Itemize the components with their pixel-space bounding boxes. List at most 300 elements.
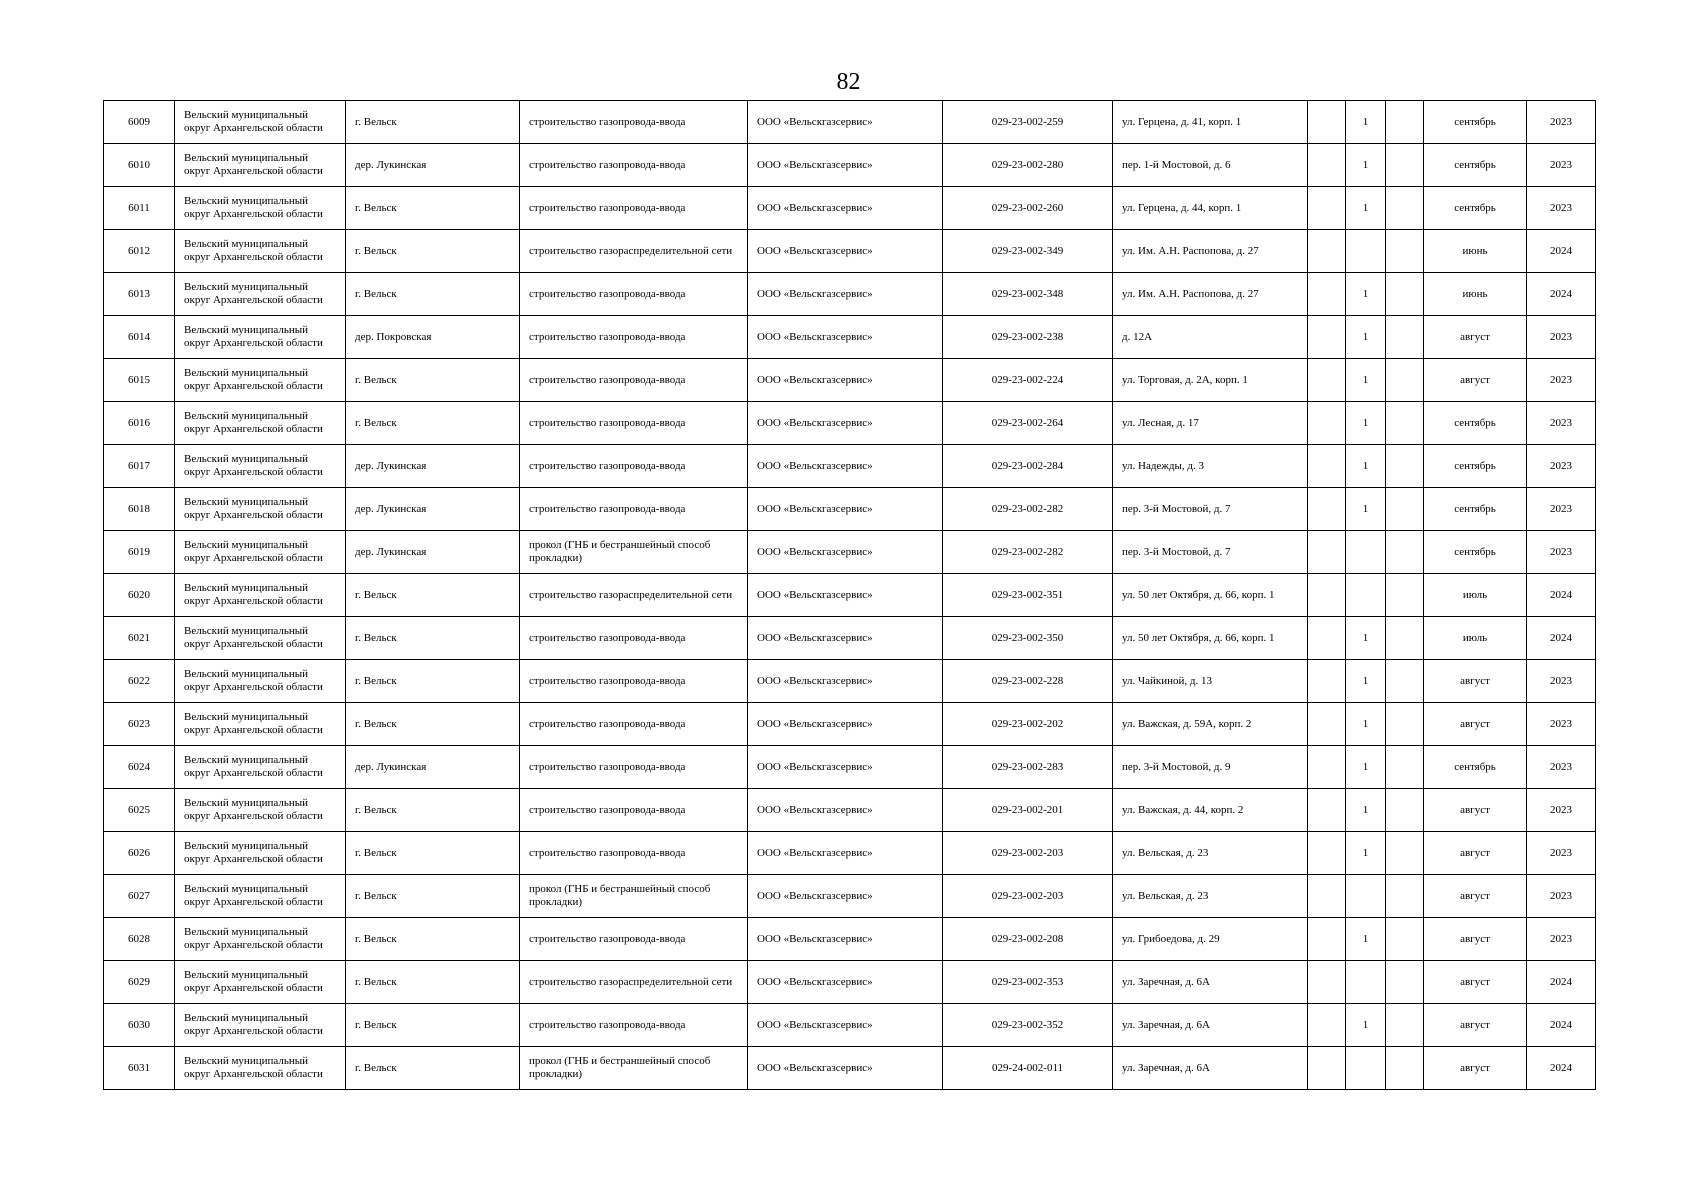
quantity-cell — [1346, 875, 1386, 918]
month-cell: июль — [1424, 617, 1527, 660]
year-cell: 2023 — [1527, 875, 1596, 918]
address-cell: ул. 50 лет Октября, д. 66, корп. 1 — [1113, 574, 1308, 617]
locality-cell: г. Вельск — [346, 918, 520, 961]
address-cell: пер. 3-й Мостовой, д. 7 — [1113, 488, 1308, 531]
table-row — [104, 101, 1596, 144]
district-cell: Вельский муниципальный округ Архангельской области — [175, 359, 346, 402]
district-cell: Вельский муниципальный округ Архангельской области — [175, 832, 346, 875]
locality-cell: г. Вельск — [346, 402, 520, 445]
address-cell: ул. Важская, д. 44, корп. 2 — [1113, 789, 1308, 832]
organization-cell: ООО «Вельскгазсервис» — [748, 359, 943, 402]
quantity-cell: 1 — [1346, 273, 1386, 316]
organization-cell: ООО «Вельскгазсервис» — [748, 918, 943, 961]
organization-cell: ООО «Вельскгазсервис» — [748, 746, 943, 789]
empty-cell — [1308, 359, 1346, 402]
quantity-cell — [1346, 230, 1386, 273]
organization-cell: ООО «Вельскгазсервис» — [748, 402, 943, 445]
organization-cell: ООО «Вельскгазсервис» — [748, 273, 943, 316]
row-number: 6022 — [104, 660, 175, 703]
empty-cell — [1308, 574, 1346, 617]
district-cell: Вельский муниципальный округ Архангельской области — [175, 746, 346, 789]
work-type-cell: строительство газопровода-ввода — [520, 918, 748, 961]
quantity-cell — [1346, 1047, 1386, 1090]
organization-cell: ООО «Вельскгазсервис» — [748, 531, 943, 574]
table-body — [104, 101, 1596, 1090]
locality-cell: г. Вельск — [346, 273, 520, 316]
year-cell: 2023 — [1527, 531, 1596, 574]
year-cell: 2023 — [1527, 445, 1596, 488]
locality-cell: г. Вельск — [346, 359, 520, 402]
locality-cell: дер. Лукинская — [346, 144, 520, 187]
empty-cell — [1308, 101, 1346, 144]
object-code-cell: 029-23-002-352 — [943, 1004, 1113, 1047]
row-number: 6021 — [104, 617, 175, 660]
work-type-cell: строительство газопровода-ввода — [520, 402, 748, 445]
address-cell: пер. 3-й Мостовой, д. 9 — [1113, 746, 1308, 789]
quantity-cell: 1 — [1346, 187, 1386, 230]
table-row — [104, 660, 1596, 703]
month-cell: август — [1424, 316, 1527, 359]
row-number: 6030 — [104, 1004, 175, 1047]
month-cell: август — [1424, 1004, 1527, 1047]
table-row — [104, 617, 1596, 660]
work-type-cell: строительство газораспределительной сети — [520, 230, 748, 273]
object-code-cell: 029-23-002-259 — [943, 101, 1113, 144]
year-cell: 2024 — [1527, 1047, 1596, 1090]
empty-cell — [1386, 703, 1424, 746]
table-row — [104, 703, 1596, 746]
object-code-cell: 029-23-002-228 — [943, 660, 1113, 703]
month-cell: сентябрь — [1424, 402, 1527, 445]
year-cell: 2024 — [1527, 961, 1596, 1004]
district-cell: Вельский муниципальный округ Архангельской области — [175, 402, 346, 445]
empty-cell — [1386, 789, 1424, 832]
locality-cell: г. Вельск — [346, 187, 520, 230]
work-type-cell: строительство газопровода-ввода — [520, 359, 748, 402]
table-row — [104, 746, 1596, 789]
row-number: 6023 — [104, 703, 175, 746]
object-code-cell: 029-23-002-280 — [943, 144, 1113, 187]
month-cell: сентябрь — [1424, 101, 1527, 144]
empty-cell — [1386, 1047, 1424, 1090]
locality-cell: г. Вельск — [346, 832, 520, 875]
year-cell: 2023 — [1527, 789, 1596, 832]
empty-cell — [1386, 961, 1424, 1004]
district-cell: Вельский муниципальный округ Архангельской области — [175, 574, 346, 617]
empty-cell — [1386, 144, 1424, 187]
district-cell: Вельский муниципальный округ Архангельской области — [175, 1047, 346, 1090]
quantity-cell — [1346, 961, 1386, 1004]
organization-cell: ООО «Вельскгазсервис» — [748, 187, 943, 230]
address-cell: ул. Чайкиной, д. 13 — [1113, 660, 1308, 703]
organization-cell: ООО «Вельскгазсервис» — [748, 961, 943, 1004]
locality-cell: г. Вельск — [346, 660, 520, 703]
quantity-cell: 1 — [1346, 144, 1386, 187]
address-cell: ул. Вельская, д. 23 — [1113, 875, 1308, 918]
organization-cell: ООО «Вельскгазсервис» — [748, 230, 943, 273]
quantity-cell: 1 — [1346, 660, 1386, 703]
table-row — [104, 918, 1596, 961]
empty-cell — [1308, 617, 1346, 660]
locality-cell: г. Вельск — [346, 961, 520, 1004]
quantity-cell: 1 — [1346, 316, 1386, 359]
locality-cell: г. Вельск — [346, 1047, 520, 1090]
year-cell: 2023 — [1527, 316, 1596, 359]
month-cell: июнь — [1424, 230, 1527, 273]
table-row — [104, 961, 1596, 1004]
register-table — [103, 100, 1596, 1090]
address-cell: ул. Торговая, д. 2А, корп. 1 — [1113, 359, 1308, 402]
empty-cell — [1386, 746, 1424, 789]
row-number: 6018 — [104, 488, 175, 531]
locality-cell: дер. Лукинская — [346, 531, 520, 574]
address-cell: пер. 3-й Мостовой, д. 7 — [1113, 531, 1308, 574]
address-cell: пер. 1-й Мостовой, д. 6 — [1113, 144, 1308, 187]
organization-cell: ООО «Вельскгазсервис» — [748, 1004, 943, 1047]
work-type-cell: строительство газопровода-ввода — [520, 617, 748, 660]
table-row — [104, 316, 1596, 359]
work-type-cell: строительство газопровода-ввода — [520, 144, 748, 187]
empty-cell — [1308, 445, 1346, 488]
year-cell: 2023 — [1527, 918, 1596, 961]
row-number: 6024 — [104, 746, 175, 789]
address-cell: ул. Герцена, д. 41, корп. 1 — [1113, 101, 1308, 144]
quantity-cell: 1 — [1346, 445, 1386, 488]
address-cell: ул. Герцена, д. 44, корп. 1 — [1113, 187, 1308, 230]
district-cell: Вельский муниципальный округ Архангельской области — [175, 617, 346, 660]
month-cell: август — [1424, 918, 1527, 961]
row-number: 6029 — [104, 961, 175, 1004]
table-row — [104, 574, 1596, 617]
locality-cell: г. Вельск — [346, 101, 520, 144]
work-type-cell: строительство газопровода-ввода — [520, 316, 748, 359]
empty-cell — [1308, 488, 1346, 531]
work-type-cell: строительство газопровода-ввода — [520, 1004, 748, 1047]
month-cell: сентябрь — [1424, 488, 1527, 531]
object-code-cell: 029-23-002-238 — [943, 316, 1113, 359]
month-cell: август — [1424, 703, 1527, 746]
row-number: 6011 — [104, 187, 175, 230]
work-type-cell: строительство газопровода-ввода — [520, 703, 748, 746]
district-cell: Вельский муниципальный округ Архангельской области — [175, 273, 346, 316]
address-cell: ул. Надежды, д. 3 — [1113, 445, 1308, 488]
object-code-cell: 029-23-002-264 — [943, 402, 1113, 445]
object-code-cell: 029-23-002-208 — [943, 918, 1113, 961]
table-row — [104, 1047, 1596, 1090]
month-cell: август — [1424, 359, 1527, 402]
year-cell: 2023 — [1527, 746, 1596, 789]
empty-cell — [1308, 144, 1346, 187]
work-type-cell: прокол (ГНБ и бестраншейный способ прокладки) — [520, 1047, 748, 1090]
row-number: 6027 — [104, 875, 175, 918]
work-type-cell: строительство газораспределительной сети — [520, 574, 748, 617]
district-cell: Вельский муниципальный округ Архангельской области — [175, 918, 346, 961]
organization-cell: ООО «Вельскгазсервис» — [748, 144, 943, 187]
locality-cell: г. Вельск — [346, 789, 520, 832]
quantity-cell: 1 — [1346, 617, 1386, 660]
row-number: 6016 — [104, 402, 175, 445]
organization-cell: ООО «Вельскгазсервис» — [748, 660, 943, 703]
table-row — [104, 144, 1596, 187]
month-cell: август — [1424, 832, 1527, 875]
table-row — [104, 789, 1596, 832]
year-cell: 2023 — [1527, 187, 1596, 230]
organization-cell: ООО «Вельскгазсервис» — [748, 703, 943, 746]
empty-cell — [1308, 832, 1346, 875]
empty-cell — [1386, 918, 1424, 961]
month-cell: сентябрь — [1424, 445, 1527, 488]
month-cell: август — [1424, 660, 1527, 703]
district-cell: Вельский муниципальный округ Архангельской области — [175, 789, 346, 832]
quantity-cell — [1346, 531, 1386, 574]
object-code-cell: 029-23-002-203 — [943, 875, 1113, 918]
row-number: 6028 — [104, 918, 175, 961]
object-code-cell: 029-23-002-353 — [943, 961, 1113, 1004]
address-cell: ул. Важская, д. 59А, корп. 2 — [1113, 703, 1308, 746]
year-cell: 2024 — [1527, 617, 1596, 660]
organization-cell: ООО «Вельскгазсервис» — [748, 832, 943, 875]
row-number: 6013 — [104, 273, 175, 316]
organization-cell: ООО «Вельскгазсервис» — [748, 875, 943, 918]
table-row — [104, 445, 1596, 488]
empty-cell — [1386, 359, 1424, 402]
work-type-cell: строительство газопровода-ввода — [520, 445, 748, 488]
row-number: 6015 — [104, 359, 175, 402]
year-cell: 2023 — [1527, 359, 1596, 402]
organization-cell: ООО «Вельскгазсервис» — [748, 101, 943, 144]
month-cell: сентябрь — [1424, 746, 1527, 789]
month-cell: август — [1424, 875, 1527, 918]
district-cell: Вельский муниципальный округ Архангельской области — [175, 703, 346, 746]
empty-cell — [1308, 273, 1346, 316]
object-code-cell: 029-23-002-282 — [943, 488, 1113, 531]
address-cell: д. 12А — [1113, 316, 1308, 359]
month-cell: июль — [1424, 574, 1527, 617]
month-cell: август — [1424, 1047, 1527, 1090]
address-cell: ул. 50 лет Октября, д. 66, корп. 1 — [1113, 617, 1308, 660]
row-number: 6012 — [104, 230, 175, 273]
empty-cell — [1386, 531, 1424, 574]
object-code-cell: 029-23-002-348 — [943, 273, 1113, 316]
address-cell: ул. Заречная, д. 6А — [1113, 1004, 1308, 1047]
month-cell: июнь — [1424, 273, 1527, 316]
object-code-cell: 029-23-002-349 — [943, 230, 1113, 273]
empty-cell — [1308, 230, 1346, 273]
locality-cell: г. Вельск — [346, 230, 520, 273]
year-cell: 2023 — [1527, 660, 1596, 703]
organization-cell: ООО «Вельскгазсервис» — [748, 316, 943, 359]
district-cell: Вельский муниципальный округ Архангельской области — [175, 101, 346, 144]
quantity-cell: 1 — [1346, 832, 1386, 875]
month-cell: сентябрь — [1424, 144, 1527, 187]
year-cell: 2023 — [1527, 832, 1596, 875]
empty-cell — [1386, 445, 1424, 488]
table-row — [104, 273, 1596, 316]
empty-cell — [1386, 488, 1424, 531]
locality-cell: дер. Лукинская — [346, 488, 520, 531]
empty-cell — [1308, 660, 1346, 703]
row-number: 6025 — [104, 789, 175, 832]
year-cell: 2023 — [1527, 144, 1596, 187]
district-cell: Вельский муниципальный округ Архангельской области — [175, 660, 346, 703]
district-cell: Вельский муниципальный округ Архангельской области — [175, 531, 346, 574]
empty-cell — [1386, 832, 1424, 875]
year-cell: 2023 — [1527, 402, 1596, 445]
quantity-cell: 1 — [1346, 746, 1386, 789]
year-cell: 2024 — [1527, 230, 1596, 273]
empty-cell — [1386, 273, 1424, 316]
work-type-cell: строительство газопровода-ввода — [520, 273, 748, 316]
month-cell: август — [1424, 789, 1527, 832]
district-cell: Вельский муниципальный округ Архангельской области — [175, 144, 346, 187]
address-cell: ул. Лесная, д. 17 — [1113, 402, 1308, 445]
work-type-cell: прокол (ГНБ и бестраншейный способ прокладки) — [520, 531, 748, 574]
table-row — [104, 531, 1596, 574]
empty-cell — [1308, 746, 1346, 789]
quantity-cell: 1 — [1346, 488, 1386, 531]
empty-cell — [1386, 187, 1424, 230]
row-number: 6026 — [104, 832, 175, 875]
object-code-cell: 029-23-002-202 — [943, 703, 1113, 746]
empty-cell — [1308, 1004, 1346, 1047]
page-number: 82 — [836, 69, 861, 95]
object-code-cell: 029-23-002-284 — [943, 445, 1113, 488]
month-cell: август — [1424, 961, 1527, 1004]
district-cell: Вельский муниципальный округ Архангельской области — [175, 1004, 346, 1047]
table-row — [104, 875, 1596, 918]
quantity-cell: 1 — [1346, 402, 1386, 445]
empty-cell — [1386, 316, 1424, 359]
row-number: 6014 — [104, 316, 175, 359]
locality-cell: дер. Лукинская — [346, 445, 520, 488]
district-cell: Вельский муниципальный округ Архангельской области — [175, 187, 346, 230]
month-cell: сентябрь — [1424, 187, 1527, 230]
row-number: 6017 — [104, 445, 175, 488]
object-code-cell: 029-23-002-350 — [943, 617, 1113, 660]
address-cell: ул. Им. А.Н. Распопова, д. 27 — [1113, 230, 1308, 273]
object-code-cell: 029-23-002-203 — [943, 832, 1113, 875]
empty-cell — [1308, 875, 1346, 918]
locality-cell: дер. Лукинская — [346, 746, 520, 789]
locality-cell: дер. Покровская — [346, 316, 520, 359]
object-code-cell: 029-23-002-351 — [943, 574, 1113, 617]
quantity-cell: 1 — [1346, 703, 1386, 746]
object-code-cell: 029-24-002-011 — [943, 1047, 1113, 1090]
year-cell: 2024 — [1527, 1004, 1596, 1047]
year-cell: 2024 — [1527, 574, 1596, 617]
row-number: 6031 — [104, 1047, 175, 1090]
row-number: 6009 — [104, 101, 175, 144]
empty-cell — [1386, 230, 1424, 273]
empty-cell — [1308, 961, 1346, 1004]
quantity-cell: 1 — [1346, 918, 1386, 961]
district-cell: Вельский муниципальный округ Архангельской области — [175, 875, 346, 918]
work-type-cell: строительство газопровода-ввода — [520, 101, 748, 144]
organization-cell: ООО «Вельскгазсервис» — [748, 1047, 943, 1090]
address-cell: ул. Заречная, д. 6А — [1113, 961, 1308, 1004]
object-code-cell: 029-23-002-201 — [943, 789, 1113, 832]
year-cell: 2023 — [1527, 101, 1596, 144]
table-row — [104, 488, 1596, 531]
address-cell: ул. Им. А.Н. Распопова, д. 27 — [1113, 273, 1308, 316]
organization-cell: ООО «Вельскгазсервис» — [748, 617, 943, 660]
locality-cell: г. Вельск — [346, 1004, 520, 1047]
year-cell: 2023 — [1527, 703, 1596, 746]
work-type-cell: строительство газопровода-ввода — [520, 746, 748, 789]
work-type-cell: строительство газопровода-ввода — [520, 660, 748, 703]
empty-cell — [1308, 703, 1346, 746]
organization-cell: ООО «Вельскгазсервис» — [748, 445, 943, 488]
empty-cell — [1308, 918, 1346, 961]
district-cell: Вельский муниципальный округ Архангельской области — [175, 230, 346, 273]
district-cell: Вельский муниципальный округ Архангельской области — [175, 961, 346, 1004]
empty-cell — [1308, 531, 1346, 574]
district-cell: Вельский муниципальный округ Архангельской области — [175, 445, 346, 488]
object-code-cell: 029-23-002-283 — [943, 746, 1113, 789]
empty-cell — [1308, 1047, 1346, 1090]
address-cell: ул. Заречная, д. 6А — [1113, 1047, 1308, 1090]
empty-cell — [1386, 1004, 1424, 1047]
quantity-cell: 1 — [1346, 789, 1386, 832]
empty-cell — [1308, 316, 1346, 359]
empty-cell — [1386, 402, 1424, 445]
locality-cell: г. Вельск — [346, 574, 520, 617]
address-cell: ул. Грибоедова, д. 29 — [1113, 918, 1308, 961]
table-row — [104, 359, 1596, 402]
table-row — [104, 1004, 1596, 1047]
empty-cell — [1308, 402, 1346, 445]
locality-cell: г. Вельск — [346, 875, 520, 918]
table-row — [104, 187, 1596, 230]
quantity-cell — [1346, 574, 1386, 617]
empty-cell — [1386, 660, 1424, 703]
month-cell: сентябрь — [1424, 531, 1527, 574]
table-row — [104, 230, 1596, 273]
organization-cell: ООО «Вельскгазсервис» — [748, 789, 943, 832]
work-type-cell: строительство газопровода-ввода — [520, 187, 748, 230]
year-cell: 2023 — [1527, 488, 1596, 531]
work-type-cell: прокол (ГНБ и бестраншейный способ прокладки) — [520, 875, 748, 918]
object-code-cell: 029-23-002-260 — [943, 187, 1113, 230]
locality-cell: г. Вельск — [346, 617, 520, 660]
quantity-cell: 1 — [1346, 101, 1386, 144]
table-row — [104, 832, 1596, 875]
row-number: 6020 — [104, 574, 175, 617]
empty-cell — [1386, 617, 1424, 660]
object-code-cell: 029-23-002-282 — [943, 531, 1113, 574]
address-cell: ул. Вельская, д. 23 — [1113, 832, 1308, 875]
object-code-cell: 029-23-002-224 — [943, 359, 1113, 402]
empty-cell — [1386, 574, 1424, 617]
district-cell: Вельский муниципальный округ Архангельской области — [175, 488, 346, 531]
row-number: 6019 — [104, 531, 175, 574]
district-cell: Вельский муниципальный округ Архангельской области — [175, 316, 346, 359]
row-number: 6010 — [104, 144, 175, 187]
empty-cell — [1386, 101, 1424, 144]
work-type-cell: строительство газораспределительной сети — [520, 961, 748, 1004]
table-row — [104, 402, 1596, 445]
organization-cell: ООО «Вельскгазсервис» — [748, 574, 943, 617]
work-type-cell: строительство газопровода-ввода — [520, 488, 748, 531]
quantity-cell: 1 — [1346, 1004, 1386, 1047]
locality-cell: г. Вельск — [346, 703, 520, 746]
empty-cell — [1308, 187, 1346, 230]
empty-cell — [1308, 789, 1346, 832]
empty-cell — [1386, 875, 1424, 918]
quantity-cell: 1 — [1346, 359, 1386, 402]
work-type-cell: строительство газопровода-ввода — [520, 832, 748, 875]
work-type-cell: строительство газопровода-ввода — [520, 789, 748, 832]
